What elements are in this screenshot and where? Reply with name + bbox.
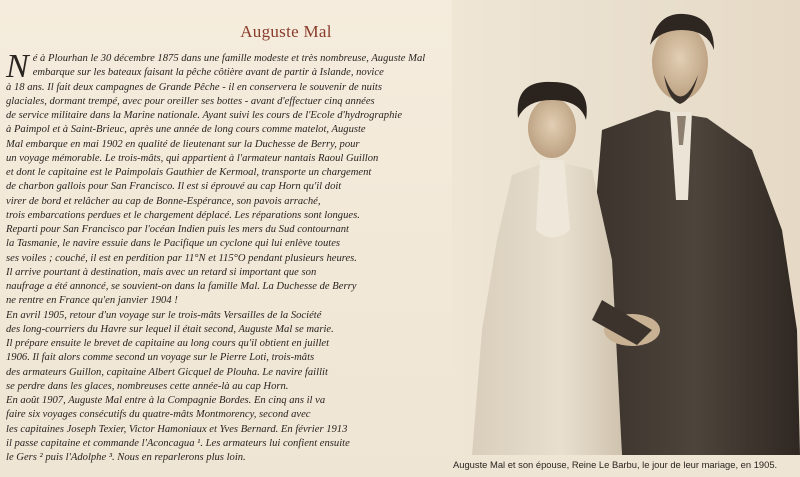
body-line: ses voiles ; couché, il est en perdition par 11°N et 115°O pendant plusieurs heures.	[6, 252, 357, 264]
body-line: Mal embarque en mai 1902 en qualité de lieutenant sur la Duchesse de Berry, pour	[6, 138, 360, 150]
body-line: les capitaines Joseph Texier, Victor Hamoniaux et Yves Bernard. En février 1913	[6, 423, 348, 435]
body-line: le Gers ² puis l'Adolphe ³. Nous en reparlerons plus loin.	[6, 452, 246, 463]
woman-jabot	[536, 160, 570, 238]
body-line: se perdre dans les glaces, nombreuses cette année-là au cap Horn.	[6, 380, 289, 392]
body-line: de service militaire dans la Marine nationale. Ayant suivi les cours de l'Ecole d'hydrographie	[6, 110, 403, 121]
woman-face	[528, 98, 576, 158]
body-line: à 18 ans. Il fait deux campagnes de Grande Pêche - il en conservera le souvenir de nuits	[6, 81, 382, 93]
article-body	[6, 48, 450, 465]
couple-portrait-illustration	[452, 0, 800, 455]
body-line: de charbon gallois pour San Francisco. Il est si éprouvé au cap Horn qu'il doit	[6, 181, 342, 193]
body-line: un voyage mémorable. Le trois-mâts, qui appartient à l'armateur nantais Raoul Guillon	[6, 152, 379, 164]
man-suit	[592, 110, 800, 455]
body-line: il passe capitaine et commande l'Aconcagua ¹. Les armateurs lui confient ensuite	[6, 437, 350, 449]
body-line: 1906. Il fait alors comme second un voyage sur le Pierre Loti, trois-mâts	[6, 352, 315, 364]
body-line: Il arrive pourtant à destination, mais avec un retard si important que son	[6, 266, 317, 278]
article-title: Auguste Mal	[240, 22, 332, 41]
body-line: trois embarcations perdues et le chargement déplacé. Les réparations sont longues.	[6, 209, 360, 221]
body-line: En avril 1905, retour d'un voyage sur le trois-mâts Versailles de la Société	[6, 309, 322, 321]
body-line: naufrage a été annoncé, se souvient-on dans la famille Mal. La Duchesse de Berry	[6, 281, 357, 292]
body-line: faire six voyages consécutifs du quatre-mâts Montmorency, second avec	[6, 409, 311, 421]
body-line: virer de bord et relâcher au cap de Bonne-Espérance, son pavois arraché,	[6, 195, 321, 207]
body-line: embarque sur les bateaux faisant la pêche côtière avant de partir à Islande, novice	[32, 67, 384, 79]
body-line: é à Plourhan le 30 décembre 1875 dans une famille modeste et très nombreuse, Auguste Mal	[32, 53, 426, 64]
body-line: la Tasmanie, le navire essuie dans le Pacifique un cyclone qui lui enlève toutes	[6, 238, 341, 250]
body-line: à Paimpol et à Saint-Brieuc, après une année de long cours comme matelot, Auguste	[6, 124, 366, 136]
body-line: glaciales, dormant trempé, avec pour oreiller ses bottes - avant d'effectuer cinq années	[6, 95, 375, 107]
body-line: ne rentre en France qu'en janvier 1904 !	[6, 295, 178, 307]
body-line: et dont le capitaine est le Paimpolais Gauthier de Kermoal, transporte un chargement	[6, 167, 372, 178]
photo-caption: Auguste Mal et son épouse, Reine Le Barbu, le jour de leur mariage, en 1905.	[453, 459, 778, 470]
body-line: En août 1907, Auguste Mal entre à la Compagnie Bordes. En cinq ans il va	[6, 395, 326, 406]
body-line: des long-courriers du Havre sur lequel il était second, Auguste Mal se marie.	[6, 323, 334, 335]
man-face	[652, 24, 708, 100]
body-line: Il prépare ensuite le brevet de capitaine au long cours qu'il obtient en juillet	[6, 338, 330, 349]
body-line: des armateurs Guillon, capitaine Albert Gicquel de Plouha. Le navire faillit	[6, 366, 328, 378]
wedding-photo	[452, 0, 800, 455]
body-line: Reparti pour San Francisco par l'océan Indien puis les mers du Sud contournant	[6, 224, 349, 235]
drop-cap: N	[6, 48, 29, 85]
